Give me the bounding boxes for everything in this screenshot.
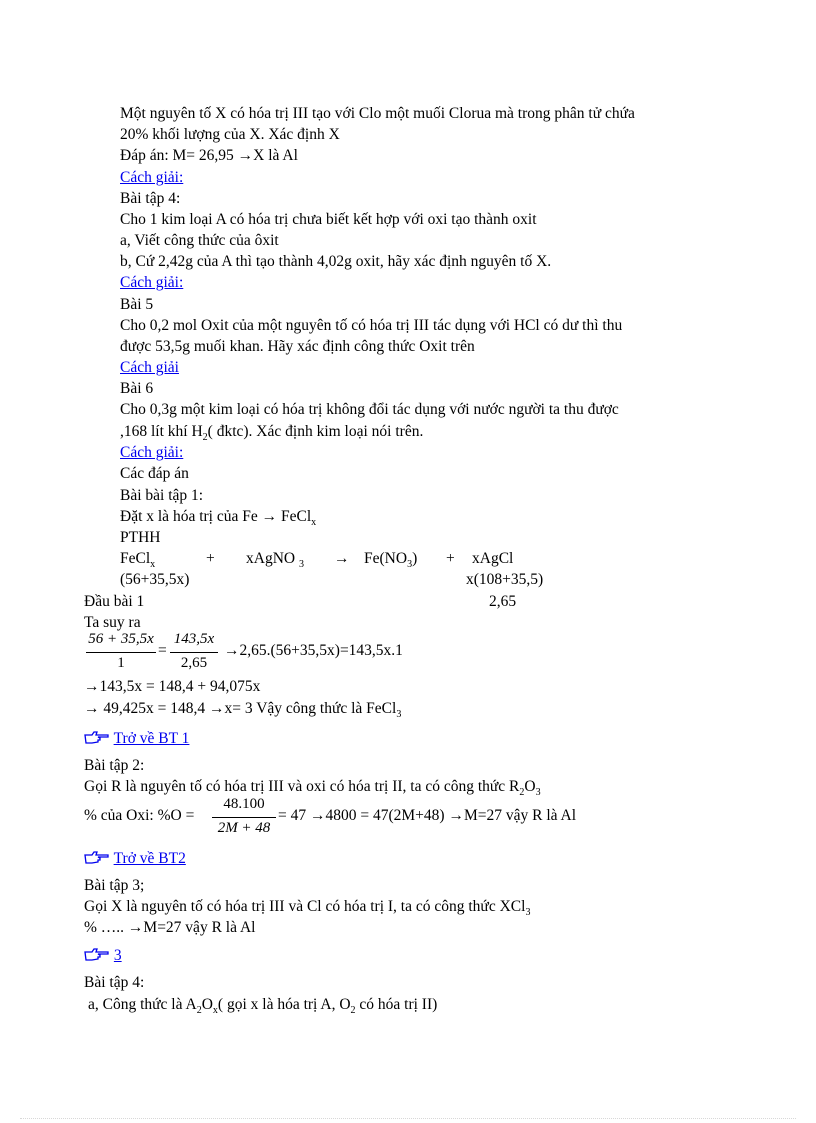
problem6-line2: ,168 lít khí $H_2$( đktc). Xác định kim loại nói trên. <box>120 423 424 443</box>
ex2-frac-numerator: 48.100 <box>223 796 265 812</box>
back-link-bt1[interactable] <box>84 729 189 749</box>
deduce-label: Ta suy ra <box>84 614 141 631</box>
frac2-denominator: 2,65 <box>180 655 208 671</box>
answers-title: Các đáp án <box>120 465 189 482</box>
problem6-line1: Cho 0,3g một kim loại có hóa trị không đổi tác dụng với nước người ta thu được <box>120 401 619 418</box>
ex2-frac-bar <box>212 817 276 818</box>
pointing-hand-icon <box>84 948 110 962</box>
problem4-line1: Cho 1 kim loại A có hóa trị chưa biết kết hợp với oxi tạo thành oxit <box>120 211 537 228</box>
problem6-solution-link[interactable]: Cách giải: <box>120 444 184 461</box>
ex3-title: Bài tập 3; <box>84 877 145 894</box>
problem4-solution-link[interactable]: Cách giải: <box>120 274 184 291</box>
given-value: 2,65 <box>489 593 517 610</box>
frac-result: →2,65.(56+35,5x)=143,5x.1 <box>224 642 403 659</box>
page-bottom-divider <box>20 1118 796 1119</box>
eq-arrow: → <box>334 550 350 567</box>
ex4-title: Bài tập 4: <box>84 974 145 991</box>
step1: →143,5x = 148,4 + 94,075x <box>84 678 261 695</box>
problem5-title: Bài 5 <box>120 296 154 313</box>
pointing-hand-icon <box>84 731 110 745</box>
ex2-frac-denominator: 2M + 48 <box>217 820 271 836</box>
frac-equals: = <box>158 642 167 659</box>
eq-agcl: xAgCl <box>472 550 514 567</box>
frac1-denominator: 1 <box>117 655 125 671</box>
back-link-bt1-label[interactable]: Trở về BT 1 <box>113 730 190 747</box>
ex1-pthh: PTHH <box>120 529 161 546</box>
back-link-3-label[interactable]: 3 <box>113 947 122 964</box>
ex4-line1: a, Công thức là $A_2O_x$( gọi x là hóa trị A, $O_2$ có hóa trị II) <box>88 996 438 1016</box>
frac2-numerator: 143,5x <box>173 631 215 647</box>
eq-plus-1: + <box>206 550 215 567</box>
problem6-title: Bài 6 <box>120 380 154 397</box>
mass-right: x(108+35,5) <box>466 571 544 588</box>
given-label: Đầu bài 1 <box>84 593 145 610</box>
pointing-hand-icon <box>84 851 110 865</box>
eq-fe-no3: $Fe(NO_3)$ <box>364 550 418 570</box>
ex2-pct-result: = 47 →4800 = 47(2M+48) →M=27 vậy R là Al <box>278 807 577 824</box>
ex2-title: Bài tập 2: <box>84 757 145 774</box>
eq-plus-2: + <box>446 550 455 567</box>
ex2-line1: Gọi R là nguyên tố có hóa trị III và oxi có hóa trị II, ta có công thức $R_2O_3$ <box>84 778 541 798</box>
frac1-numerator: 56 + 35,5x <box>88 631 154 647</box>
eq-agno3: xAgNO $_3$ <box>246 550 304 570</box>
back-link-3[interactable] <box>84 946 122 966</box>
ex3-line1: Gọi X là nguyên tố có hóa trị III và Cl có hóa trị I, ta có công thức XCl$_3$ <box>84 898 531 918</box>
ex1-title: Bài bài tập 1: <box>120 487 204 504</box>
problem4-line2: a, Viết công thức của ôxit <box>120 232 279 249</box>
eq-fecl: FeCl$_x$ <box>120 550 156 570</box>
problem5-line1: Cho 0,2 mol Oxit của một nguyên tố có hóa trị III tác dụng với HCl có dư thì thu <box>120 317 623 334</box>
problem5-line2: được 53,5g muối khan. Hãy xác định công thức Oxit trên <box>120 338 475 355</box>
problem3-answer: Đáp án: M= 26,95 →X là Al <box>120 147 298 164</box>
problem4-title: Bài tập 4: <box>120 190 181 207</box>
frac2-bar <box>170 652 218 653</box>
ex1-let: Đặt x là hóa trị của Fe → FeCl$_x$ <box>120 508 317 528</box>
problem3-solution-link[interactable]: Cách giải: <box>120 169 184 186</box>
back-link-bt2[interactable] <box>84 849 186 869</box>
problem3-line2: 20% khối lượng của X. Xác định X <box>120 126 340 143</box>
step2: → 49,425x = 148,4 →x= 3 Vậy công thức là FeCl$_3$ <box>84 700 402 720</box>
ex2-pct-label: % của Oxi: %O = <box>84 807 195 824</box>
problem3-line1: Một nguyên tố X có hóa trị III tạo với Clo một muối Clorua mà trong phân tử chứa <box>120 105 635 122</box>
back-link-bt2-label[interactable]: Trở về BT2 <box>113 850 186 867</box>
ex3-line2: % ….. →M=27 vậy R là Al <box>84 919 256 936</box>
frac1-bar <box>86 652 156 653</box>
problem4-line3: b, Cứ 2,42g của A thì tạo thành 4,02g oxit, hãy xác định nguyên tố X. <box>120 253 552 270</box>
problem5-solution-link[interactable]: Cách giải <box>120 359 179 376</box>
mass-left: (56+35,5x) <box>120 571 190 588</box>
